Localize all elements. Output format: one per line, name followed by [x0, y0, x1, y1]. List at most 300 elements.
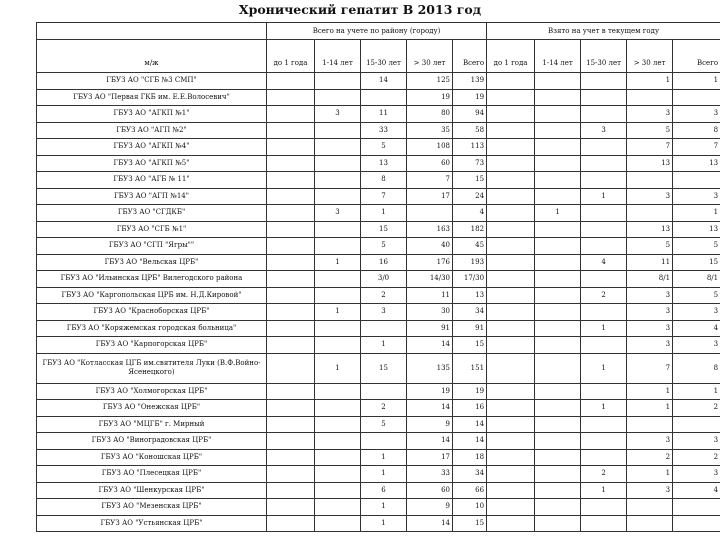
cell-registered-total: 45: [453, 238, 487, 255]
header-empty-cell: [37, 23, 267, 40]
cell-new-total: 1: [673, 205, 720, 222]
cell-registered-under-1: [267, 433, 315, 450]
table-row: [37, 188, 720, 205]
cell-new-under-1: [487, 89, 535, 106]
cell-new-under-1: [487, 449, 535, 466]
table-row: [37, 172, 720, 189]
cell-registered-1-14: [315, 515, 361, 532]
cell-registered-total: 24: [453, 188, 487, 205]
facility-name: ГБУЗ АО "МЦГБ" г. Мирный: [37, 416, 267, 433]
cell-registered-1-14: [315, 188, 361, 205]
cell-registered-1-14: 3: [315, 205, 361, 222]
cell-registered-1-14: [315, 416, 361, 433]
cell-new-total: 4: [673, 482, 720, 499]
cell-new-total: 3: [673, 188, 720, 205]
cell-registered-under-1: [267, 353, 315, 383]
cell-registered-total: 19: [453, 383, 487, 400]
cell-registered-15-30: 15: [361, 221, 407, 238]
table-row: [37, 139, 720, 156]
cell-registered-15-30: 1: [361, 515, 407, 532]
cell-registered-under-1: [267, 515, 315, 532]
cell-new-total: 3: [673, 337, 720, 354]
cell-registered-15-30: 3/0: [361, 271, 407, 288]
table-row: [37, 449, 720, 466]
cell-registered-1-14: [315, 433, 361, 450]
cell-registered-over-30: 17: [407, 449, 453, 466]
cell-registered-under-1: [267, 449, 315, 466]
cell-registered-total: 15: [453, 172, 487, 189]
cell-registered-15-30: 1: [361, 449, 407, 466]
cell-new-1-14: [535, 172, 581, 189]
cell-new-over-30: 7: [627, 353, 673, 383]
cell-registered-15-30: [361, 320, 407, 337]
cell-new-under-1: [487, 155, 535, 172]
cell-new-total: [673, 515, 720, 532]
cell-registered-over-30: 19: [407, 383, 453, 400]
facility-name: ГБУЗ АО "Устьянская ЦРБ": [37, 515, 267, 532]
header-registered-total: Всего: [453, 40, 487, 73]
cell-new-1-14: [535, 304, 581, 321]
cell-registered-over-30: 19: [407, 89, 453, 106]
header-registered-15-30: 15-30 лет: [361, 40, 407, 73]
cell-new-15-30: 1: [581, 188, 627, 205]
facility-name: ГБУЗ АО "Котласская ЦГБ им.святителя Луки (В.Ф.Войно-Ясенецкого): [37, 353, 267, 383]
cell-new-over-30: 1: [627, 466, 673, 483]
cell-new-total: 8/1: [673, 271, 720, 288]
cell-registered-over-30: 80: [407, 106, 453, 123]
header-new-1-14: 1-14 лет: [535, 40, 581, 73]
facility-name: ГБУЗ АО "АГКП №5": [37, 155, 267, 172]
table-row: [37, 416, 720, 433]
cell-registered-1-14: [315, 287, 361, 304]
cell-new-under-1: [487, 188, 535, 205]
cell-registered-total: 19: [453, 89, 487, 106]
cell-registered-over-30: 108: [407, 139, 453, 156]
cell-new-15-30: [581, 449, 627, 466]
cell-new-15-30: 1: [581, 482, 627, 499]
cell-registered-under-1: [267, 188, 315, 205]
cell-registered-15-30: 33: [361, 122, 407, 139]
cell-new-over-30: 3: [627, 320, 673, 337]
cell-registered-under-1: [267, 287, 315, 304]
cell-new-under-1: [487, 172, 535, 189]
cell-registered-15-30: [361, 433, 407, 450]
cell-registered-over-30: 9: [407, 499, 453, 516]
table-row: [37, 515, 720, 532]
facility-name: ГБУЗ АО "Карпогорская ЦРБ": [37, 337, 267, 354]
cell-new-total: 1: [673, 383, 720, 400]
cell-new-total: 7: [673, 139, 720, 156]
header-name-col: м/ж: [37, 40, 267, 73]
cell-registered-under-1: [267, 73, 315, 90]
cell-new-over-30: [627, 172, 673, 189]
cell-registered-total: 13: [453, 287, 487, 304]
table-row: [37, 271, 720, 288]
cell-new-under-1: [487, 353, 535, 383]
cell-new-over-30: 3: [627, 304, 673, 321]
cell-new-total: [673, 172, 720, 189]
cell-registered-total: 113: [453, 139, 487, 156]
cell-registered-under-1: [267, 238, 315, 255]
cell-new-15-30: [581, 139, 627, 156]
cell-registered-15-30: 16: [361, 254, 407, 271]
cell-registered-over-30: 14/30: [407, 271, 453, 288]
cell-new-1-14: [535, 155, 581, 172]
table-row: [37, 304, 720, 321]
cell-registered-15-30: 1: [361, 205, 407, 222]
table-row: [37, 221, 720, 238]
cell-registered-15-30: 8: [361, 172, 407, 189]
cell-new-1-14: [535, 221, 581, 238]
cell-new-15-30: [581, 155, 627, 172]
cell-new-under-1: [487, 416, 535, 433]
cell-new-under-1: [487, 254, 535, 271]
table-row: [37, 122, 720, 139]
cell-new-under-1: [487, 515, 535, 532]
cell-registered-under-1: [267, 155, 315, 172]
cell-new-15-30: [581, 515, 627, 532]
cell-registered-1-14: [315, 155, 361, 172]
cell-new-under-1: [487, 400, 535, 417]
cell-new-over-30: 13: [627, 155, 673, 172]
cell-new-under-1: [487, 320, 535, 337]
cell-registered-15-30: 5: [361, 139, 407, 156]
cell-new-1-14: [535, 188, 581, 205]
cell-new-over-30: 5: [627, 122, 673, 139]
cell-registered-1-14: [315, 238, 361, 255]
header-group-new: Взято на учет в текущем году: [487, 23, 720, 40]
facility-name: ГБУЗ АО "СГБ №1": [37, 221, 267, 238]
cell-new-over-30: 7: [627, 139, 673, 156]
cell-new-1-14: [535, 73, 581, 90]
cell-new-over-30: [627, 515, 673, 532]
cell-new-over-30: 1: [627, 383, 673, 400]
cell-new-1-14: 1: [535, 205, 581, 222]
cell-registered-over-30: 125: [407, 73, 453, 90]
cell-registered-15-30: 6: [361, 482, 407, 499]
cell-new-1-14: [535, 466, 581, 483]
cell-new-15-30: [581, 106, 627, 123]
cell-registered-1-14: 1: [315, 304, 361, 321]
table-row: [37, 89, 720, 106]
cell-registered-under-1: [267, 383, 315, 400]
cell-registered-total: 182: [453, 221, 487, 238]
facility-name: ГБУЗ АО "СГП "Ягры"": [37, 238, 267, 255]
facility-name: ГБУЗ АО "Первая ГКБ им. Е.Е.Волосевич": [37, 89, 267, 106]
cell-registered-15-30: 3: [361, 304, 407, 321]
cell-new-total: 13: [673, 155, 720, 172]
cell-registered-total: 14: [453, 433, 487, 450]
cell-registered-1-14: [315, 449, 361, 466]
table-row: [37, 73, 720, 90]
cell-registered-15-30: 14: [361, 73, 407, 90]
cell-new-under-1: [487, 221, 535, 238]
cell-new-over-30: 3: [627, 433, 673, 450]
cell-registered-under-1: [267, 304, 315, 321]
cell-registered-under-1: [267, 337, 315, 354]
cell-new-total: 5: [673, 238, 720, 255]
facility-name: ГБУЗ АО "Коношская ЦРБ": [37, 449, 267, 466]
header-new-under-1: до 1 года: [487, 40, 535, 73]
cell-registered-15-30: [361, 89, 407, 106]
cell-new-over-30: 3: [627, 188, 673, 205]
cell-new-over-30: 5: [627, 238, 673, 255]
cell-new-over-30: 3: [627, 287, 673, 304]
cell-registered-15-30: 1: [361, 466, 407, 483]
table-row: [37, 205, 720, 222]
cell-registered-15-30: 5: [361, 416, 407, 433]
cell-new-1-14: [535, 139, 581, 156]
cell-registered-over-30: [407, 205, 453, 222]
cell-registered-15-30: 11: [361, 106, 407, 123]
cell-new-over-30: 2: [627, 449, 673, 466]
cell-new-total: [673, 416, 720, 433]
cell-new-1-14: [535, 122, 581, 139]
cell-new-15-30: [581, 304, 627, 321]
cell-registered-total: 16: [453, 400, 487, 417]
cell-registered-1-14: [315, 89, 361, 106]
cell-registered-under-1: [267, 499, 315, 516]
table-row: [37, 482, 720, 499]
cell-new-over-30: 3: [627, 106, 673, 123]
cell-registered-under-1: [267, 205, 315, 222]
cell-new-1-14: [535, 89, 581, 106]
cell-new-15-30: [581, 221, 627, 238]
facility-name: ГБУЗ АО "Онежская ЦРБ": [37, 400, 267, 417]
facility-name: ГБУЗ АО "Шенкурская ЦРБ": [37, 482, 267, 499]
cell-registered-15-30: 7: [361, 188, 407, 205]
cell-registered-under-1: [267, 466, 315, 483]
cell-new-15-30: [581, 172, 627, 189]
cell-registered-over-30: 14: [407, 337, 453, 354]
cell-registered-1-14: [315, 320, 361, 337]
cell-registered-1-14: [315, 271, 361, 288]
cell-new-total: 3: [673, 466, 720, 483]
cell-new-15-30: 2: [581, 466, 627, 483]
cell-registered-total: 151: [453, 353, 487, 383]
cell-registered-over-30: 60: [407, 482, 453, 499]
cell-new-1-14: [535, 254, 581, 271]
cell-new-15-30: [581, 416, 627, 433]
cell-new-1-14: [535, 499, 581, 516]
facility-name: ГБУЗ АО "Коряжемская городская больница": [37, 320, 267, 337]
cell-new-15-30: [581, 433, 627, 450]
facility-name: ГБУЗ АО "СГБ №3 СМП": [37, 73, 267, 90]
cell-registered-over-30: 14: [407, 433, 453, 450]
cell-new-over-30: [627, 416, 673, 433]
header-registered-1-14: 1-14 лет: [315, 40, 361, 73]
cell-new-total: 13: [673, 221, 720, 238]
header-new-15-30: 15-30 лет: [581, 40, 627, 73]
facility-name: ГБУЗ АО "Холмогорская ЦРБ": [37, 383, 267, 400]
cell-new-15-30: [581, 238, 627, 255]
cell-registered-15-30: 1: [361, 337, 407, 354]
cell-registered-1-14: 1: [315, 353, 361, 383]
cell-new-under-1: [487, 205, 535, 222]
cell-registered-total: 10: [453, 499, 487, 516]
cell-new-total: 3: [673, 433, 720, 450]
table-row: [37, 287, 720, 304]
cell-registered-under-1: [267, 122, 315, 139]
cell-new-over-30: 13: [627, 221, 673, 238]
cell-new-under-1: [487, 383, 535, 400]
cell-registered-over-30: 30: [407, 304, 453, 321]
table-row: [37, 320, 720, 337]
cell-registered-over-30: 14: [407, 515, 453, 532]
cell-new-15-30: [581, 337, 627, 354]
cell-new-15-30: [581, 205, 627, 222]
cell-new-1-14: [535, 238, 581, 255]
cell-registered-under-1: [267, 254, 315, 271]
cell-registered-under-1: [267, 106, 315, 123]
page-title: Хронический гепатит В 2013 год: [238, 2, 482, 17]
cell-new-total: 3: [673, 106, 720, 123]
cell-registered-total: 73: [453, 155, 487, 172]
table-row: [37, 383, 720, 400]
cell-new-1-14: [535, 287, 581, 304]
header-registered-over-30: > 30 лет: [407, 40, 453, 73]
cell-registered-1-14: [315, 172, 361, 189]
cell-registered-under-1: [267, 172, 315, 189]
cell-registered-over-30: 11: [407, 287, 453, 304]
cell-new-1-14: [535, 320, 581, 337]
cell-registered-1-14: [315, 383, 361, 400]
cell-registered-under-1: [267, 416, 315, 433]
facility-name: ГБУЗ АО "Мезенская ЦРБ": [37, 499, 267, 516]
header-new-over-30: > 30 лет: [627, 40, 673, 73]
cell-registered-total: 18: [453, 449, 487, 466]
cell-new-under-1: [487, 287, 535, 304]
cell-new-15-30: [581, 383, 627, 400]
cell-new-total: 1: [673, 73, 720, 90]
cell-registered-15-30: 13: [361, 155, 407, 172]
cell-registered-over-30: 35: [407, 122, 453, 139]
cell-new-15-30: 3: [581, 122, 627, 139]
cell-registered-1-14: [315, 73, 361, 90]
cell-registered-1-14: 1: [315, 254, 361, 271]
cell-registered-over-30: 9: [407, 416, 453, 433]
cell-registered-under-1: [267, 271, 315, 288]
cell-new-under-1: [487, 304, 535, 321]
table-row: [37, 155, 720, 172]
cell-registered-total: 34: [453, 304, 487, 321]
cell-registered-1-14: [315, 122, 361, 139]
cell-new-total: 5: [673, 287, 720, 304]
cell-registered-under-1: [267, 89, 315, 106]
cell-registered-over-30: 40: [407, 238, 453, 255]
cell-new-under-1: [487, 337, 535, 354]
cell-registered-1-14: [315, 466, 361, 483]
cell-new-total: 15: [673, 254, 720, 271]
cell-registered-under-1: [267, 482, 315, 499]
facility-name: ГБУЗ АО "АГП №2": [37, 122, 267, 139]
cell-new-15-30: 1: [581, 353, 627, 383]
cell-new-under-1: [487, 482, 535, 499]
cell-registered-over-30: 14: [407, 400, 453, 417]
cell-new-under-1: [487, 73, 535, 90]
cell-registered-over-30: 176: [407, 254, 453, 271]
cell-new-15-30: 4: [581, 254, 627, 271]
cell-new-under-1: [487, 139, 535, 156]
cell-registered-over-30: 33: [407, 466, 453, 483]
facility-name: ГБУЗ АО "Красноборская ЦРБ": [37, 304, 267, 321]
cell-registered-over-30: 91: [407, 320, 453, 337]
cell-new-over-30: [627, 89, 673, 106]
facility-name: ГБУЗ АО "АГКП №4": [37, 139, 267, 156]
cell-registered-15-30: 2: [361, 400, 407, 417]
cell-registered-1-14: [315, 499, 361, 516]
table-row: [37, 466, 720, 483]
table-row: [37, 106, 720, 123]
table-row: [37, 254, 720, 271]
cell-new-under-1: [487, 433, 535, 450]
header-registered-under-1: до 1 года: [267, 40, 315, 73]
cell-registered-over-30: 163: [407, 221, 453, 238]
cell-registered-total: 94: [453, 106, 487, 123]
cell-new-under-1: [487, 271, 535, 288]
cell-new-over-30: 1: [627, 73, 673, 90]
cell-new-total: [673, 499, 720, 516]
cell-registered-1-14: [315, 400, 361, 417]
cell-registered-total: 17/30: [453, 271, 487, 288]
cell-new-over-30: 11: [627, 254, 673, 271]
cell-new-1-14: [535, 271, 581, 288]
facility-name: ГБУЗ АО "Вельская ЦРБ": [37, 254, 267, 271]
cell-registered-over-30: 60: [407, 155, 453, 172]
cell-new-1-14: [535, 416, 581, 433]
table-row: [37, 337, 720, 354]
cell-registered-over-30: 135: [407, 353, 453, 383]
cell-registered-total: 34: [453, 466, 487, 483]
facility-name: ГБУЗ АО "АГКП №1": [37, 106, 267, 123]
cell-registered-1-14: [315, 482, 361, 499]
table-body: [37, 73, 720, 532]
cell-new-under-1: [487, 238, 535, 255]
cell-registered-15-30: 5: [361, 238, 407, 255]
cell-registered-total: 4: [453, 205, 487, 222]
header-new-total: Всего: [673, 40, 720, 73]
facility-name: ГБУЗ АО "Плесецкая ЦРБ": [37, 466, 267, 483]
cell-new-1-14: [535, 400, 581, 417]
cell-new-1-14: [535, 353, 581, 383]
cell-new-15-30: [581, 499, 627, 516]
cell-new-over-30: 1: [627, 400, 673, 417]
cell-new-total: 2: [673, 400, 720, 417]
facility-name: ГБУЗ АО "СГДКБ": [37, 205, 267, 222]
table-row: [37, 238, 720, 255]
cell-registered-total: 139: [453, 73, 487, 90]
cell-new-over-30: [627, 499, 673, 516]
cell-new-under-1: [487, 106, 535, 123]
cell-registered-under-1: [267, 221, 315, 238]
cell-new-total: 8: [673, 122, 720, 139]
facility-name: ГБУЗ АО "Каргопольская ЦРБ им. Н.Д.Кировой": [37, 287, 267, 304]
cell-registered-total: 15: [453, 515, 487, 532]
hepatitis-table: [36, 22, 720, 532]
header-group-registered: Всего на учете по району (городу): [267, 23, 487, 40]
cell-new-15-30: [581, 73, 627, 90]
cell-new-15-30: [581, 89, 627, 106]
facility-name: ГБУЗ АО "Ильинская ЦРБ" Вилегодского района: [37, 271, 267, 288]
cell-new-over-30: [627, 205, 673, 222]
cell-new-1-14: [535, 433, 581, 450]
cell-new-over-30: 3: [627, 337, 673, 354]
cell-new-1-14: [535, 106, 581, 123]
cell-new-15-30: 2: [581, 287, 627, 304]
facility-name: ГБУЗ АО "Виноградовская ЦРБ": [37, 433, 267, 450]
cell-registered-total: 58: [453, 122, 487, 139]
cell-new-total: [673, 89, 720, 106]
